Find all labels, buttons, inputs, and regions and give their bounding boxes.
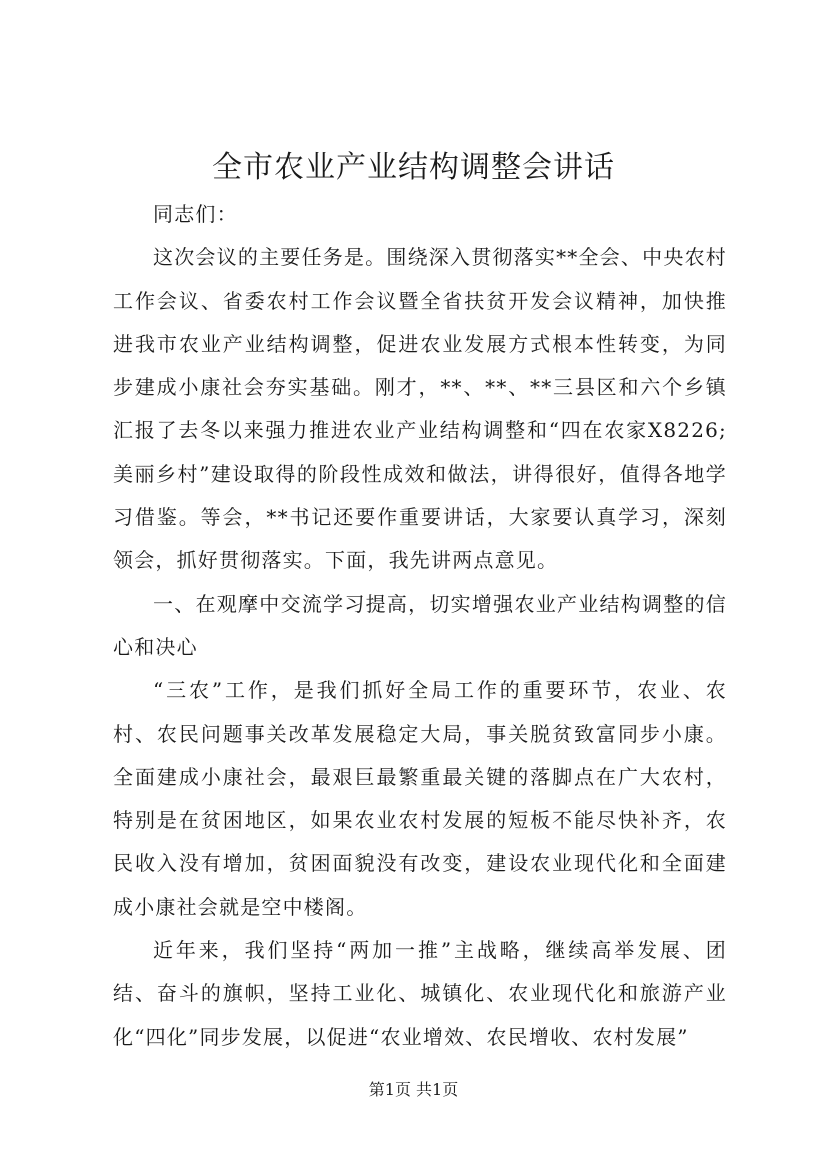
paragraph-intro: 这次会议的主要任务是。围绕深入贯彻落实**全会、中央农村工作会议、省委农村工作会议暨全省扶贫开发会议精神，加快推进我市农业产业结构调整，促进农业发展方式根本性转变，为同步建成小康社会夯实基础。刚才，**、**、**三县区和六个乡镇汇报了去冬以来强力推进农业产业结构调整和“四在农家X8226;美丽乡村”建设取得的阶段性成效和做法，讲得很好，值得各地学习借鉴。等会，**书记还要作重要讲话，大家要认真学习，深刻领会，抓好贯彻落实。下面，我先讲两点意见。 xyxy=(113,245,727,573)
document-title: 全市农业产业结构调整会讲话 xyxy=(212,150,615,185)
document-body xyxy=(113,193,727,1059)
salutation: 同志们： xyxy=(153,202,238,226)
page-number-footer: 第1页 共1页 xyxy=(368,1080,459,1099)
paragraph-sannong: “三农”工作，是我们抓好全局工作的重要环节，农业、农村、农民问题事关改革发展稳定大局，事关脱贫致富同步小康。全面建成小康社会，最艰巨最繁重最关键的落脚点在广大农村，特别是在贫困地区，如果农业农村发展的短板不能尽快补齐，农民收入没有增加，贫困面貌没有改变，建设农业现代化和全面建成小康社会就是空中楼阁。 xyxy=(113,678,727,919)
paragraph-recent-years: 近年来，我们坚持“两加一推”主战略，继续高举发展、团结、奋斗的旗帜，坚持工业化、城镇化、农业现代化和旅游产业化“四化”同步发展，以促进“农业增效、农民增收、农村发展” xyxy=(113,938,727,1049)
section-heading-1: 一、在观摩中交流学习提高，切实增强农业产业结构调整的信心和决心 xyxy=(113,591,727,659)
